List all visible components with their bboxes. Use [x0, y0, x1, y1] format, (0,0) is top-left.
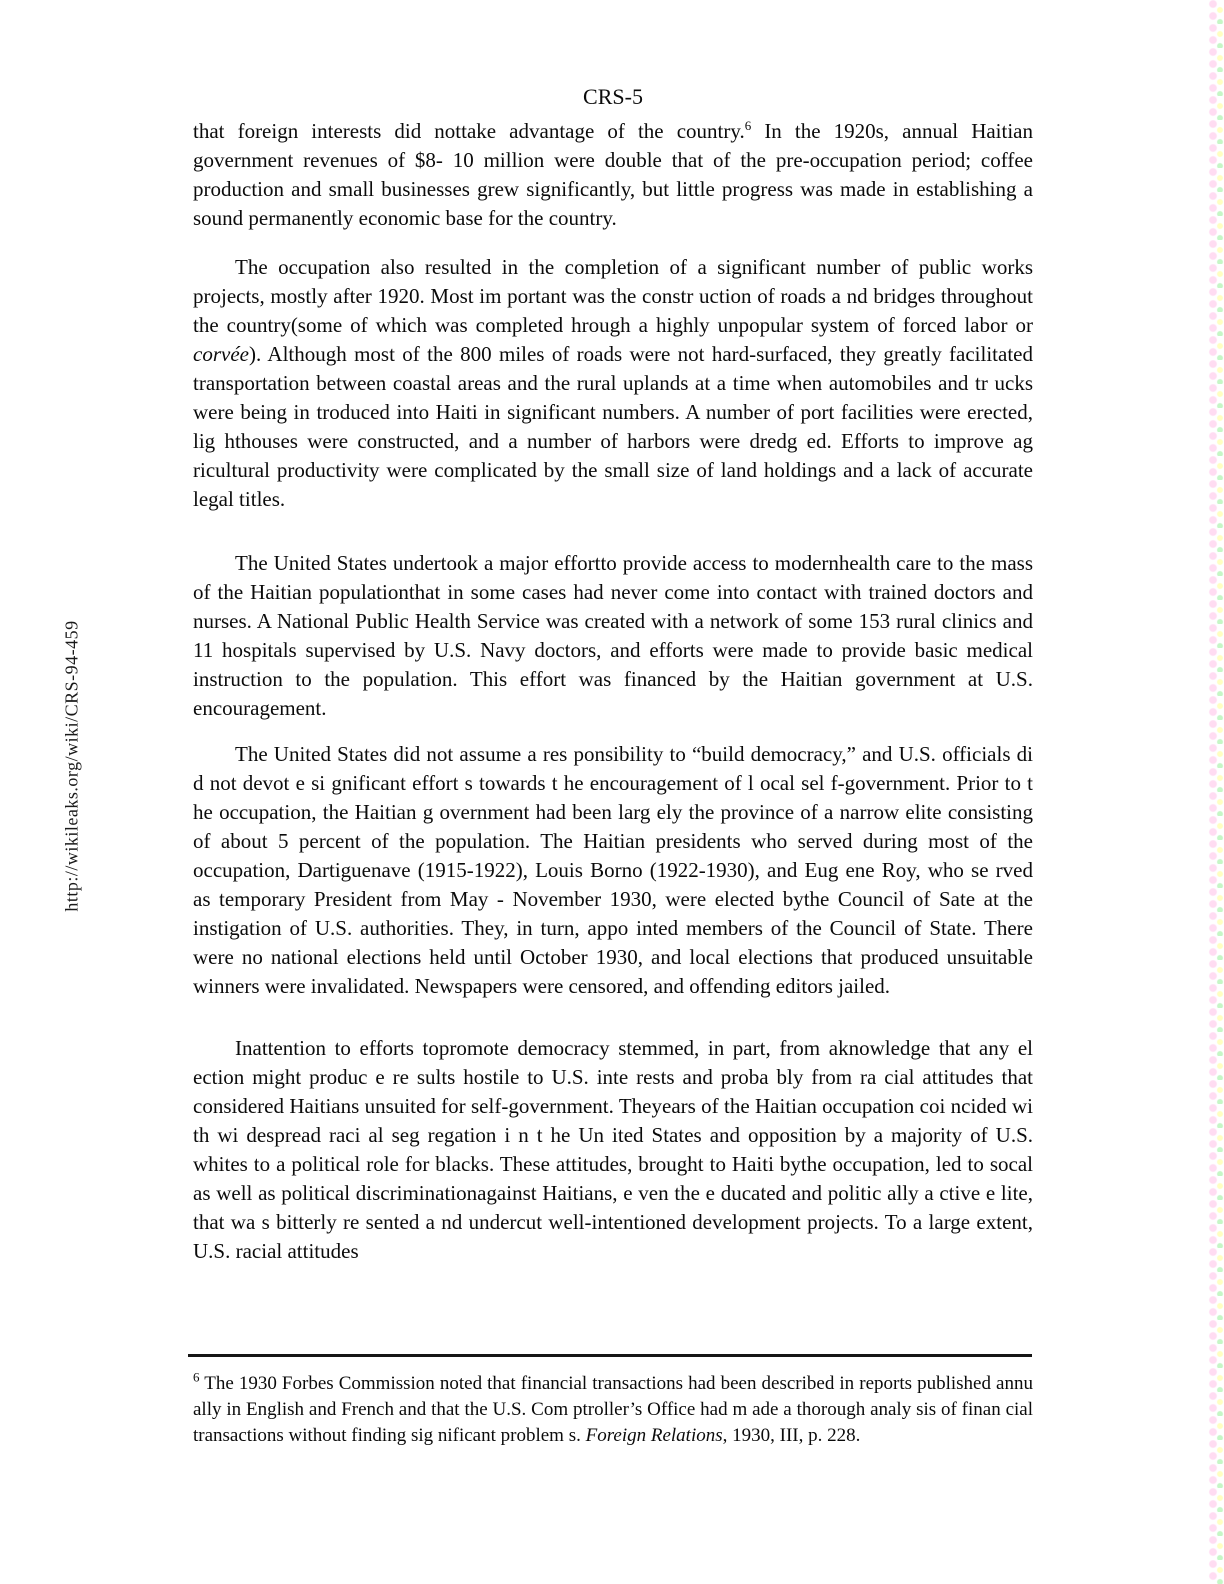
footnote-reference-6: 6 [744, 118, 752, 133]
paragraph-democracy: The United States did not assume a res ponsibility to “build democracy,” and U.S. officials di d not devot e si gnificant effort s towards t he encouragement of l ocal sel f-government. Prior to t he occupation, the Haitian g overnment had been larg ely the province of a narrow elite consisting of about 5 percent of the population. The Haitian presidents who served during most of the occupation, Dartiguenave (1915-1922), Louis Borno (1922-1930), and Eug ene Roy, who se rved as temporary President from May - November 1930, were elected bythe Council of Sate at the instigation of U.S. authorities. They, in turn, appo inted members of the Council of State. There were no national elections held until October 1930, and local elections that produced unsuitable winners were invalidated. Newspapers were censored, and offending editors jailed. [193, 742, 1033, 998]
footnote-text: The 1930 Forbes Commission noted that financial transactions had been described in reports published annu ally in English and French and that the U.S. Com ptroller’s Office had m ade a thorough analy sis of finan cial transactions without finding sig nificant problem s. [193, 1373, 1033, 1446]
italic-title-foreign-relations: Foreign Relations [585, 1425, 723, 1446]
footnote-marker-6: 6 [193, 1369, 200, 1385]
paragraph-economy [193, 117, 1033, 233]
paragraph-text: that foreign interests did nottake advantage of the country. [193, 119, 745, 143]
scan-edge-artifact-pattern [1208, 0, 1224, 1584]
paragraph-racial-attitudes: Inattention to efforts topromote democracy stemmed, in part, from aknowledge that any el ection might produc e re sults hostile to U.S. inte rests and proba bly from ra cial attitudes that considered Haitians unsuited for self-government. Theyears of the Haitian occupation coi ncided wi th wi despread raci al seg regation i n t he Un ited States and opposition by a majority of U.S. whites to a political role for blacks. These attitudes, brought to Haiti bythe occupation, led to socal as well as political discriminationagainst Haitians, e ven the e ducated and politic ally a ctive e lite, that wa s bitterly re sented a nd undercut well-intentioned development projects. To a large extent, U.S. racial attitudes [193, 1036, 1033, 1263]
italic-term-corvee: corvée [193, 342, 249, 366]
paragraph-health-care: The United States undertook a major effortto provide access to modernhealth care to the mass of the Haitian populationthat in some cases had never come into contact with trained doctors and nurses. A National Public Health Service was created with a network of some 153 rural clinics and 11 hospitals supervised by U.S. Navy doctors, and efforts were made to provide basic medical instruction to the population. This effort was financed by the Haitian government at U.S. encouragement. [193, 551, 1033, 720]
paragraph-text: The occupation also resulted in the completion of a significant number of public works projects, mostly after 1920. Most im portant was the constr uction of roads a nd bridges throughout the country(some of which was completed hrough a highly unpopular system of forced labor or [193, 255, 1033, 337]
footnote-text: , 1930, III, p. 228. [722, 1425, 861, 1446]
paragraph-text: In the 1920s, annual Haitian government revenues of $8- 10 million were double that of the pre-occupation period; coffee production and small businesses grew significantly, but little progress was made in establishing a sound permanently economic base for the country. [193, 119, 1034, 230]
wikileaks-url-watermark: http://wikileaks.org/wiki/CRS-94-459 [61, 620, 82, 912]
paragraph-public-works [193, 253, 1033, 514]
footnote-6 [193, 1371, 1033, 1449]
footnote-separator-rule [188, 1354, 1032, 1357]
paragraph-text: ). Although most of the 800 miles of roads were not hard-surfaced, they greatly facilitated transportation between coastal areas and the rural uplands at a time when automobiles and tr ucks were being in troduced into Haiti in significant numbers. A number of port facilities were erected, lig hthouses were constructed, and a number of harbors were dredg ed. Efforts to improve ag ricultural productivity were complicated by the small size of land holdings and a lack of accurate legal titles. [193, 342, 1033, 511]
page-number-header: CRS-5 [583, 84, 643, 109]
